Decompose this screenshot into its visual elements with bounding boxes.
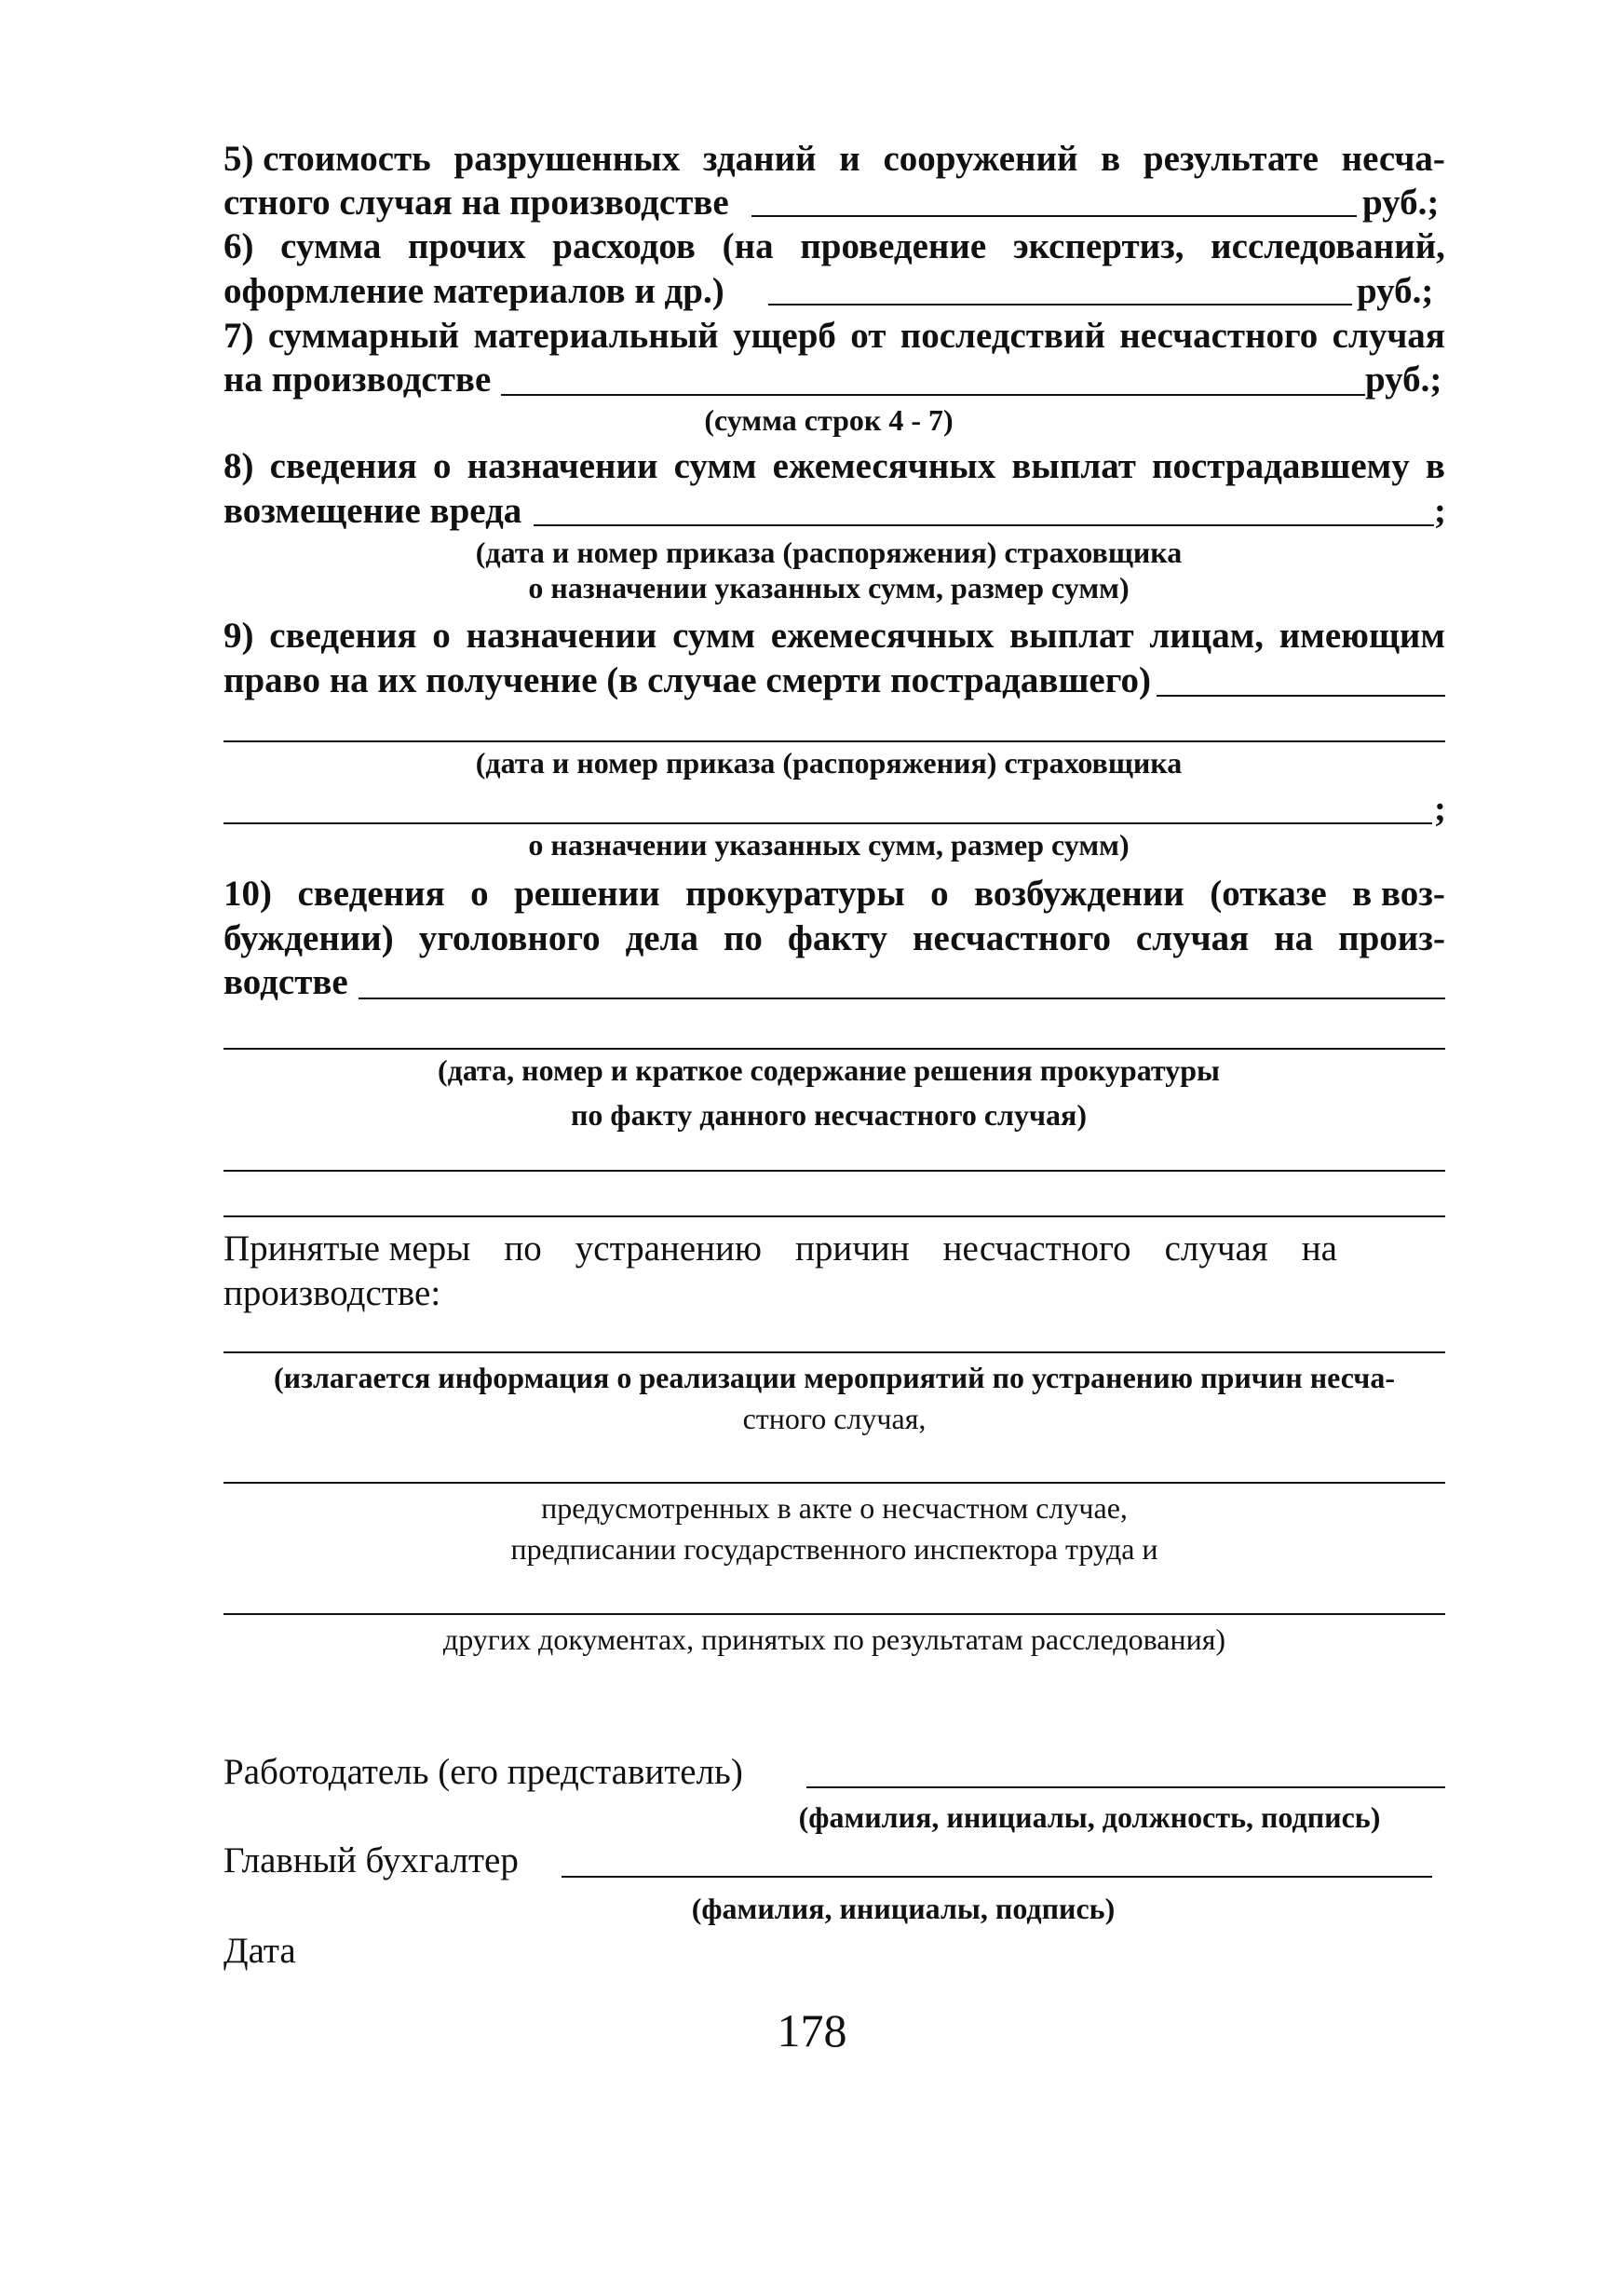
item10-blank-2 <box>223 1048 1445 1050</box>
employer-caption: (фамилия, инициалы, должность, подпись) <box>798 1800 1381 1834</box>
word: сумм <box>673 446 757 486</box>
word: сумма <box>280 226 382 266</box>
word: ежемесячных <box>772 446 996 486</box>
item10-blank-4 <box>223 1215 1445 1217</box>
word: назначении <box>466 616 657 656</box>
accountant-signature-line <box>562 1876 1432 1878</box>
item5-blank <box>751 215 1357 217</box>
item10-caption2: по факту данного несчастного случая) <box>570 1098 1087 1132</box>
word: выплат <box>1009 616 1134 656</box>
word: сведения <box>269 616 417 656</box>
word: 9) <box>223 616 254 656</box>
word: прокуратуры <box>685 874 905 914</box>
word: решении <box>514 874 660 914</box>
item7-line2-text: на производстве <box>223 360 492 400</box>
word: зданий <box>702 139 817 179</box>
word: (на <box>722 226 774 266</box>
item8-caption2: о назначении указанных сумм, размер сумм) <box>528 571 1130 604</box>
item9-caption2: о назначении указанных сумм, размер сумм) <box>528 828 1130 862</box>
word: ущерб <box>732 316 836 356</box>
measures-line1 <box>223 1228 1337 1270</box>
measures-caption1: (излагается информация о реализации мероприятий по устранению причин несча- <box>274 1361 1395 1394</box>
measures-caption5: других документах, принятых по результатам расследования) <box>442 1622 1226 1656</box>
word: несчастного <box>942 1228 1131 1269</box>
item9-line2-text: право на их получение (в случае смерти пострадавшего) <box>223 660 1151 700</box>
employer-label: Работодатель (его представитель) <box>223 1752 743 1792</box>
word: случая <box>1332 316 1445 356</box>
word: на <box>1274 918 1314 958</box>
item9-line1 <box>223 615 1445 658</box>
item8-line1 <box>223 445 1445 488</box>
item7-line1 <box>223 315 1445 358</box>
word: сведения <box>297 874 445 914</box>
word: несчастного <box>1119 316 1319 356</box>
word: факту <box>787 918 888 958</box>
word: Принятые меры <box>223 1228 471 1269</box>
item10-blank-1 <box>359 998 1445 999</box>
word: 7) <box>223 316 254 356</box>
word: уголовного <box>418 918 601 958</box>
item6-blank <box>768 304 1352 305</box>
word: о <box>432 616 451 656</box>
item9-blank-2 <box>223 740 1445 742</box>
word: случая <box>1135 918 1250 958</box>
item5-line2-text: стного случая на производстве <box>223 183 729 223</box>
word: по <box>723 918 763 958</box>
measures-blank-3 <box>223 1613 1445 1615</box>
word: разрушенных <box>453 139 681 179</box>
word: устранению <box>575 1228 762 1269</box>
word: 8) <box>223 446 254 486</box>
word: экспертиз, <box>1012 226 1184 266</box>
word: буждении) <box>223 918 394 958</box>
item9-blank-3 <box>223 822 1432 824</box>
word: в <box>1425 446 1445 486</box>
item6-line1 <box>223 225 1445 268</box>
item10-blank-3 <box>223 1170 1445 1172</box>
word: расходов <box>552 226 696 266</box>
accountant-caption: (фамилия, инициалы, подпись) <box>691 1892 1116 1925</box>
word: в <box>1101 139 1121 179</box>
word: назначении <box>467 446 658 486</box>
page-number: 178 <box>777 2004 847 2056</box>
measures-blank-1 <box>223 1351 1445 1353</box>
word: 10) <box>223 874 272 914</box>
word: 6) <box>223 226 254 266</box>
item7-unit: руб.; <box>1365 360 1442 400</box>
measures-caption3: предусмотренных в акте о несчастном случае, <box>541 1491 1128 1525</box>
item5-line1 <box>223 138 1445 181</box>
word: несчастного <box>912 918 1111 958</box>
word: от <box>850 316 886 356</box>
item9-blank-1 <box>1157 695 1445 697</box>
item9-caption1: (дата и номер приказа (распоряжения) страховщика <box>475 746 1183 780</box>
item7-blank <box>501 394 1365 396</box>
word: несча- <box>1341 139 1445 179</box>
word: суммарный <box>267 316 460 356</box>
word: 5) стоимость <box>223 139 431 179</box>
measures-caption4: предписании государственного инспектора труда и <box>510 1532 1158 1566</box>
word: лицам, <box>1149 616 1265 656</box>
word: по <box>504 1228 542 1269</box>
word: ежемесячных <box>770 616 995 656</box>
word: случая <box>1164 1228 1268 1269</box>
item10-line2 <box>223 917 1445 960</box>
accountant-label: Главный бухгалтер <box>223 1840 519 1880</box>
word: последствий <box>900 316 1105 356</box>
word: и <box>839 139 860 179</box>
word: проведение <box>800 226 987 266</box>
word: пострадавшему <box>1152 446 1410 486</box>
word: прочих <box>408 226 526 266</box>
measures-line2: производстве: <box>223 1273 441 1313</box>
item6-unit: руб.; <box>1357 271 1434 311</box>
word: на <box>1301 1228 1337 1269</box>
word: сумм <box>672 616 756 656</box>
word: (отказе <box>1210 874 1327 914</box>
word: о <box>470 874 489 914</box>
word: причин <box>795 1228 910 1269</box>
word: сооружений <box>883 139 1078 179</box>
item9-semicolon: ; <box>1434 789 1446 829</box>
item5-unit: руб.; <box>1362 183 1440 223</box>
item8-line2-text: возмещение вреда <box>223 491 522 531</box>
item6-line2-text: оформление материалов и др.) <box>223 271 724 311</box>
word: исследований, <box>1211 226 1445 266</box>
word: имеющим <box>1279 616 1445 656</box>
item7-caption: (сумма строк 4 - 7) <box>704 403 954 437</box>
word: возбуждении <box>974 874 1184 914</box>
item10-line1 <box>223 873 1445 916</box>
word: материальный <box>473 316 719 356</box>
item10-caption1: (дата, номер и краткое содержание решения прокуратуры <box>438 1053 1220 1087</box>
item8-semicolon: ; <box>1434 491 1446 531</box>
measures-blank-2 <box>223 1482 1445 1484</box>
item10-line3-text: водстве <box>223 962 348 1002</box>
word: выплат <box>1011 446 1136 486</box>
employer-signature-line <box>806 1786 1445 1788</box>
date-label: Дата <box>223 1931 296 1971</box>
item8-caption1: (дата и номер приказа (распоряжения) страховщика <box>475 536 1183 569</box>
word: дела <box>625 918 698 958</box>
word: произ- <box>1338 918 1445 958</box>
measures-caption2: стного случая, <box>742 1402 927 1435</box>
word: о <box>930 874 949 914</box>
word: результате <box>1143 139 1319 179</box>
item8-blank <box>534 524 1434 526</box>
word: о <box>433 446 452 486</box>
word: в воз- <box>1352 874 1445 914</box>
word: сведения <box>269 446 417 486</box>
